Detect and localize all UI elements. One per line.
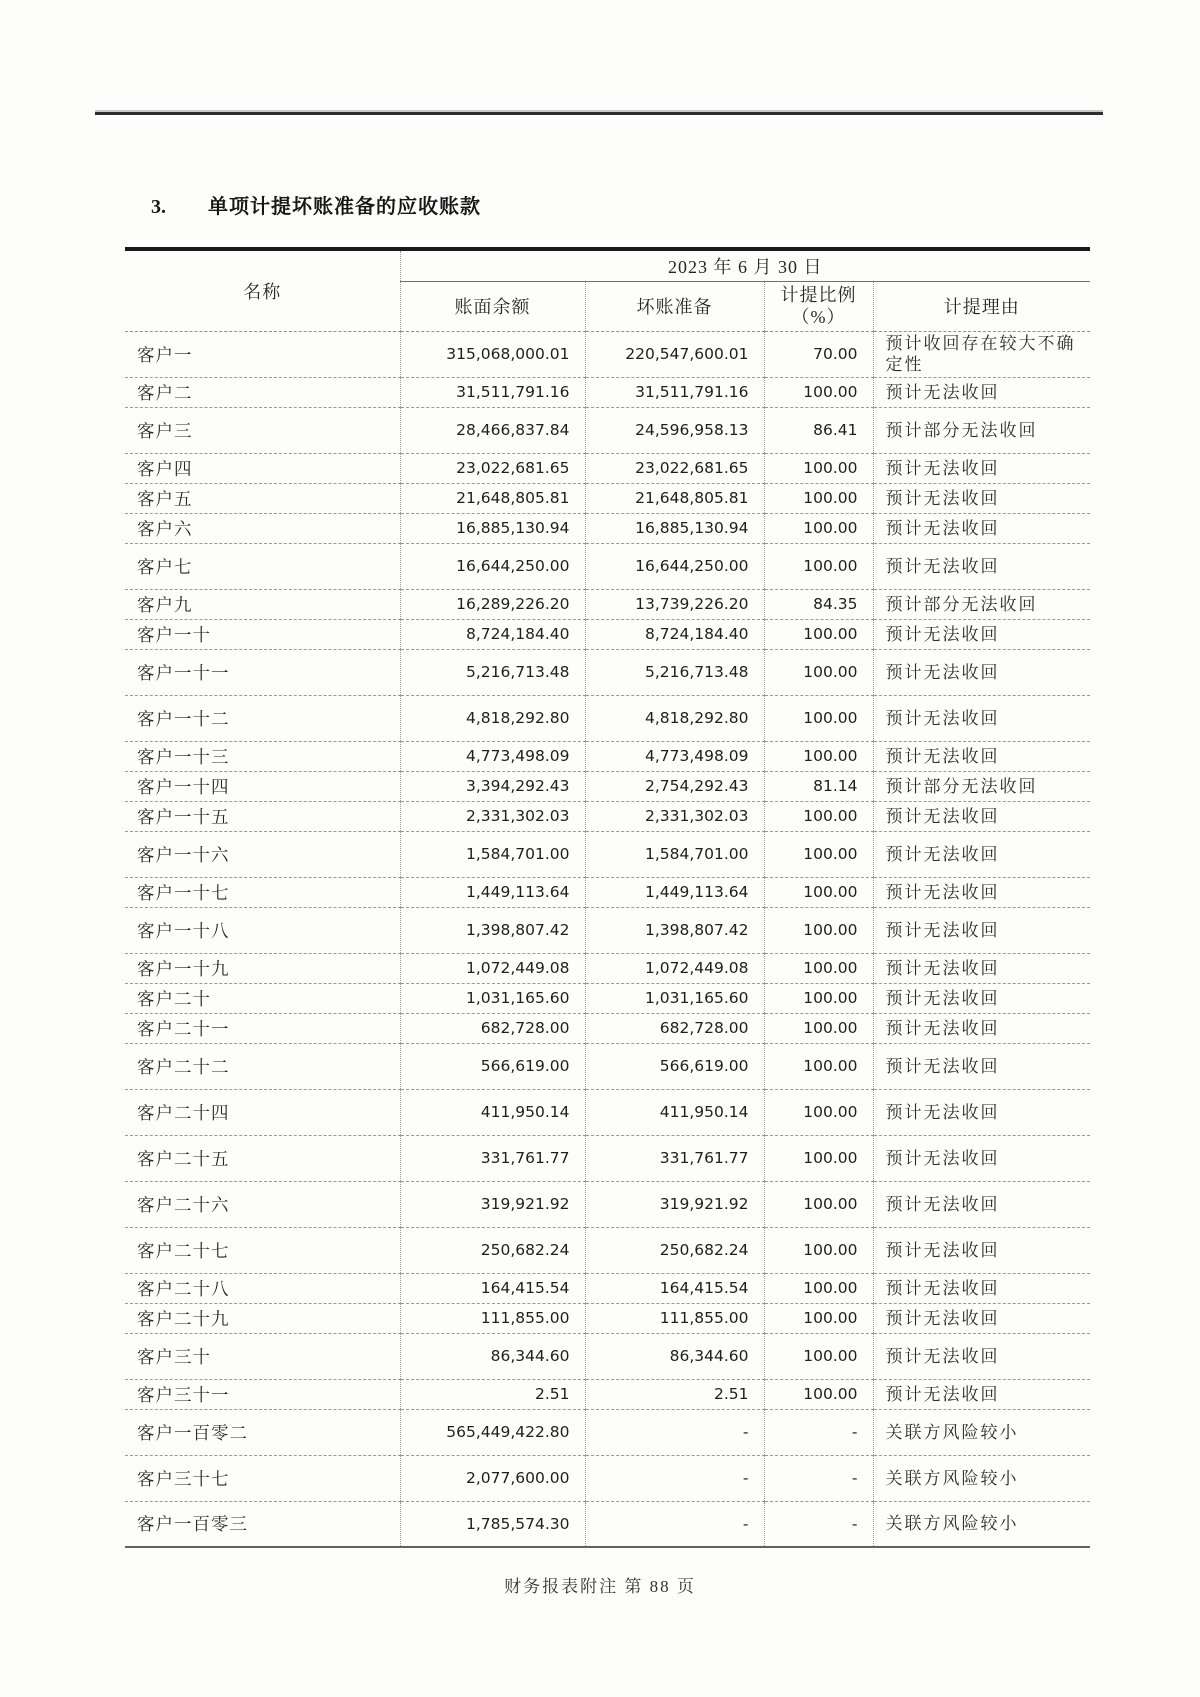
book-balance-cell: 682,728.00 bbox=[400, 1013, 585, 1043]
provision-ratio-cell: 100.00 bbox=[764, 483, 873, 513]
table-row bbox=[125, 377, 1090, 407]
table-row bbox=[125, 907, 1090, 953]
provision-reason-cell: 预计无法收回 bbox=[873, 877, 1090, 907]
provision-reason-cell: 预计无法收回 bbox=[873, 513, 1090, 543]
table-row bbox=[125, 331, 1090, 377]
page-footer: 财务报表附注 第 88 页 bbox=[504, 1577, 696, 1596]
provision-ratio-cell: 100.00 bbox=[764, 741, 873, 771]
provision-reason-cell: 预计部分无法收回 bbox=[873, 407, 1090, 453]
bad-debt-provision-cell: 331,761.77 bbox=[585, 1135, 764, 1181]
provision-reason-cell: 关联方风险较小 bbox=[873, 1409, 1090, 1455]
book-balance-cell: 111,855.00 bbox=[400, 1303, 585, 1333]
header-reason: 计提理由 bbox=[873, 281, 1090, 331]
provision-reason-cell: 预计无法收回 bbox=[873, 953, 1090, 983]
book-balance-cell: 566,619.00 bbox=[400, 1043, 585, 1089]
book-balance-cell: 1,584,701.00 bbox=[400, 831, 585, 877]
table-row bbox=[125, 1409, 1090, 1455]
book-balance-cell: 411,950.14 bbox=[400, 1089, 585, 1135]
book-balance-cell: 3,394,292.43 bbox=[400, 771, 585, 801]
provision-reason-cell: 预计部分无法收回 bbox=[873, 589, 1090, 619]
book-balance-cell: 2,077,600.00 bbox=[400, 1455, 585, 1501]
section-title-text: 单项计提坏账准备的应收账款 bbox=[208, 196, 481, 218]
bad-debt-provision-cell: 5,216,713.48 bbox=[585, 649, 764, 695]
book-balance-cell: 16,885,130.94 bbox=[400, 513, 585, 543]
bad-debt-provision-cell: 13,739,226.20 bbox=[585, 589, 764, 619]
bad-debt-provision-cell: 319,921.92 bbox=[585, 1181, 764, 1227]
provision-ratio-cell: - bbox=[764, 1501, 873, 1547]
header-provision: 坏账准备 bbox=[585, 281, 764, 331]
table-row bbox=[125, 741, 1090, 771]
provision-ratio-cell: 100.00 bbox=[764, 377, 873, 407]
provision-reason-cell: 预计无法收回 bbox=[873, 695, 1090, 741]
bad-debt-provision-cell: 1,449,113.64 bbox=[585, 877, 764, 907]
provision-reason-cell: 预计无法收回 bbox=[873, 543, 1090, 589]
customer-name-cell: 客户一十三 bbox=[125, 741, 400, 771]
provision-reason-cell: 预计无法收回 bbox=[873, 1089, 1090, 1135]
book-balance-cell: 86,344.60 bbox=[400, 1333, 585, 1379]
page-top-rule bbox=[95, 112, 1103, 115]
provision-ratio-cell: 100.00 bbox=[764, 1227, 873, 1273]
bad-debt-provision-cell: 4,773,498.09 bbox=[585, 741, 764, 771]
customer-name-cell: 客户一百零三 bbox=[137, 1514, 248, 1535]
table-row bbox=[125, 513, 1090, 543]
customer-name-cell: 客户一十九 bbox=[125, 953, 400, 983]
provision-reason-cell: 预计无法收回 bbox=[873, 831, 1090, 877]
provision-ratio-cell: 100.00 bbox=[764, 1303, 873, 1333]
book-balance-cell: 1,031,165.60 bbox=[400, 983, 585, 1013]
customer-name-cell: 客户一百零二 bbox=[125, 1409, 400, 1455]
provision-ratio-cell: 100.00 bbox=[764, 1013, 873, 1043]
customer-name-cell: 客户六 bbox=[125, 513, 400, 543]
header-date: 2023 年 6 月 30 日 bbox=[400, 249, 1090, 281]
book-balance-cell: 331,761.77 bbox=[400, 1135, 585, 1181]
book-balance-cell: 565,449,422.80 bbox=[400, 1409, 585, 1455]
provision-reason-cell: 预计无法收回 bbox=[873, 1379, 1090, 1409]
table-row bbox=[125, 1181, 1090, 1227]
bad-debt-provision-cell: 566,619.00 bbox=[585, 1043, 764, 1089]
bad-debt-provision-cell: - bbox=[585, 1409, 764, 1455]
provision-ratio-cell: 86.41 bbox=[764, 407, 873, 453]
section-title bbox=[151, 190, 481, 219]
bad-debt-provision-cell: 1,398,807.42 bbox=[585, 907, 764, 953]
bad-debt-provision-cell: 23,022,681.65 bbox=[585, 453, 764, 483]
customer-name-cell: 客户三十 bbox=[125, 1333, 400, 1379]
bad-debt-provision-cell: 1,072,449.08 bbox=[585, 953, 764, 983]
header-name: 名称 bbox=[125, 249, 400, 331]
book-balance-cell: 23,022,681.65 bbox=[400, 453, 585, 483]
provision-ratio-cell: 100.00 bbox=[764, 1043, 873, 1089]
bad-debt-provision-cell: 220,547,600.01 bbox=[585, 331, 764, 377]
book-balance-cell: 8,724,184.40 bbox=[400, 619, 585, 649]
book-balance-cell: 1,398,807.42 bbox=[400, 907, 585, 953]
customer-name-cell: 客户三十一 bbox=[125, 1379, 400, 1409]
bad-debt-provision-cell: 8,724,184.40 bbox=[585, 619, 764, 649]
table-row bbox=[125, 1379, 1090, 1409]
bad-debt-provision-cell: 16,644,250.00 bbox=[585, 543, 764, 589]
customer-name-cell: 客户一十一 bbox=[125, 649, 400, 695]
customer-name-cell: 客户二十九 bbox=[125, 1303, 400, 1333]
provision-ratio-cell: 100.00 bbox=[764, 877, 873, 907]
table-row bbox=[125, 953, 1090, 983]
bad-debt-provision-cell: 682,728.00 bbox=[585, 1013, 764, 1043]
bad-debt-provision-cell: 16,885,130.94 bbox=[585, 513, 764, 543]
bad-debt-provision-cell: 411,950.14 bbox=[585, 1089, 764, 1135]
table-body bbox=[125, 331, 1090, 1547]
book-balance-cell: 5,216,713.48 bbox=[400, 649, 585, 695]
table-row bbox=[125, 453, 1090, 483]
customer-name-cell: 客户一十五 bbox=[125, 801, 400, 831]
header-ratio-line2: （%） bbox=[791, 307, 846, 327]
provision-reason-cell: 预计无法收回 bbox=[873, 741, 1090, 771]
customer-name-cell: 客户二 bbox=[125, 377, 400, 407]
provision-reason-cell: 预计无法收回 bbox=[873, 1181, 1090, 1227]
header-ratio bbox=[764, 281, 873, 331]
provision-ratio-cell: 100.00 bbox=[764, 619, 873, 649]
provision-ratio-cell: - bbox=[764, 1455, 873, 1501]
provision-reason-cell: 预计无法收回 bbox=[873, 1303, 1090, 1333]
provision-reason-cell: 预计无法收回 bbox=[873, 801, 1090, 831]
customer-name-cell: 客户二十 bbox=[125, 983, 400, 1013]
provision-ratio-cell: 70.00 bbox=[764, 331, 873, 377]
provision-reason-cell: 预计收回存在较大不确定性 bbox=[873, 331, 1090, 377]
book-balance-cell: 319,921.92 bbox=[400, 1181, 585, 1227]
customer-name-cell: 客户五 bbox=[125, 483, 400, 513]
provision-reason-cell: 预计无法收回 bbox=[873, 983, 1090, 1013]
bad-debt-provision-cell: 1,584,701.00 bbox=[585, 831, 764, 877]
book-balance-cell: 4,818,292.80 bbox=[400, 695, 585, 741]
bad-debt-provision-cell: 2,331,302.03 bbox=[585, 801, 764, 831]
bad-debt-provision-cell: 164,415.54 bbox=[585, 1273, 764, 1303]
bad-debt-provision-cell: 1,031,165.60 bbox=[585, 983, 764, 1013]
table-row bbox=[125, 589, 1090, 619]
provision-reason-cell: 预计无法收回 bbox=[873, 649, 1090, 695]
provision-reason-cell: 预计无法收回 bbox=[873, 619, 1090, 649]
provision-reason-cell: 预计无法收回 bbox=[873, 1013, 1090, 1043]
provision-ratio-cell: 100.00 bbox=[764, 1379, 873, 1409]
bad-debt-provision-cell: 111,855.00 bbox=[585, 1303, 764, 1333]
customer-name-cell: 客户二十四 bbox=[125, 1089, 400, 1135]
table-row bbox=[125, 407, 1090, 453]
provision-ratio-cell: 100.00 bbox=[764, 1135, 873, 1181]
bad-debt-provision-table bbox=[125, 247, 1090, 1548]
provision-ratio-cell: 100.00 bbox=[764, 1089, 873, 1135]
provision-reason-cell: 预计无法收回 bbox=[873, 1227, 1090, 1273]
bad-debt-provision-cell: 24,596,958.13 bbox=[585, 407, 764, 453]
table-row bbox=[125, 695, 1090, 741]
customer-name-cell: 客户一十二 bbox=[125, 695, 400, 741]
bad-debt-provision-cell: 4,818,292.80 bbox=[585, 695, 764, 741]
customer-name-cell: 客户二十八 bbox=[125, 1273, 400, 1303]
provision-ratio-cell: 84.35 bbox=[764, 589, 873, 619]
table-row bbox=[125, 1089, 1090, 1135]
provision-ratio-cell: 100.00 bbox=[764, 695, 873, 741]
provision-ratio-cell: 100.00 bbox=[764, 953, 873, 983]
table-row bbox=[125, 649, 1090, 695]
table-row bbox=[125, 877, 1090, 907]
customer-name-cell: 客户二十二 bbox=[125, 1043, 400, 1089]
customer-name-cell: 客户二十一 bbox=[125, 1013, 400, 1043]
book-balance-cell: 31,511,791.16 bbox=[400, 377, 585, 407]
section-number: 3. bbox=[151, 196, 166, 218]
provision-reason-cell: 预计无法收回 bbox=[873, 377, 1090, 407]
provision-reason-cell: 预计无法收回 bbox=[873, 483, 1090, 513]
table-row bbox=[125, 1303, 1090, 1333]
provision-ratio-cell: 100.00 bbox=[764, 649, 873, 695]
table-header bbox=[125, 249, 1090, 331]
book-balance-cell: 250,682.24 bbox=[400, 1227, 585, 1273]
customer-name-cell: 客户二十七 bbox=[125, 1227, 400, 1273]
table-row bbox=[125, 543, 1090, 589]
customer-name-cell: 客户三十七 bbox=[125, 1455, 400, 1501]
customer-name-cell: 客户一十六 bbox=[125, 831, 400, 877]
provision-reason-cell: 预计无法收回 bbox=[873, 1273, 1090, 1303]
table-row bbox=[125, 483, 1090, 513]
table-row bbox=[125, 1135, 1090, 1181]
book-balance-cell: 21,648,805.81 bbox=[400, 483, 585, 513]
table-row bbox=[125, 1273, 1090, 1303]
customer-name-cell: 客户一十七 bbox=[125, 877, 400, 907]
bad-debt-provision-cell: 31,511,791.16 bbox=[585, 377, 764, 407]
book-balance-cell: 1,785,574.30 bbox=[400, 1501, 585, 1547]
customer-name-cell: 客户一十四 bbox=[125, 771, 400, 801]
table-row bbox=[125, 801, 1090, 831]
provision-ratio-cell: 100.00 bbox=[764, 831, 873, 877]
table-row bbox=[125, 831, 1090, 877]
provision-ratio-cell: 100.00 bbox=[764, 1333, 873, 1379]
book-balance-cell: 2.51 bbox=[400, 1379, 585, 1409]
book-balance-cell: 1,449,113.64 bbox=[400, 877, 585, 907]
bad-debt-provision-cell: - bbox=[585, 1501, 764, 1547]
provision-reason-cell: 预计无法收回 bbox=[873, 1333, 1090, 1379]
customer-name-cell: 客户九 bbox=[125, 589, 400, 619]
bad-debt-provision-cell: 86,344.60 bbox=[585, 1333, 764, 1379]
book-balance-cell: 16,644,250.00 bbox=[400, 543, 585, 589]
book-balance-cell: 28,466,837.84 bbox=[400, 407, 585, 453]
customer-name-cell: 客户一十 bbox=[125, 619, 400, 649]
book-balance-cell: 4,773,498.09 bbox=[400, 741, 585, 771]
header-row-date bbox=[125, 249, 1090, 281]
customer-name-cell: 客户三 bbox=[125, 407, 400, 453]
provision-ratio-cell: 100.00 bbox=[764, 1273, 873, 1303]
provision-reason-cell: 预计无法收回 bbox=[873, 453, 1090, 483]
customer-name-cell: 客户二十五 bbox=[125, 1135, 400, 1181]
provision-ratio-cell: 81.14 bbox=[764, 771, 873, 801]
header-balance: 账面余额 bbox=[400, 281, 585, 331]
customer-name-cell: 客户二十六 bbox=[125, 1181, 400, 1227]
bad-debt-provision-cell: 2.51 bbox=[585, 1379, 764, 1409]
table-row bbox=[125, 983, 1090, 1013]
bad-debt-provision-cell: 2,754,292.43 bbox=[585, 771, 764, 801]
table-row bbox=[125, 1455, 1090, 1501]
provision-ratio-cell: - bbox=[764, 1409, 873, 1455]
customer-name-cell: 客户七 bbox=[125, 543, 400, 589]
table-row bbox=[125, 1227, 1090, 1273]
customer-name-cell: 客户四 bbox=[125, 453, 400, 483]
provision-reason-cell: 预计无法收回 bbox=[873, 907, 1090, 953]
provision-ratio-cell: 100.00 bbox=[764, 801, 873, 831]
provision-ratio-cell: 100.00 bbox=[764, 907, 873, 953]
table-row bbox=[125, 771, 1090, 801]
customer-name-cell: 客户一十八 bbox=[125, 907, 400, 953]
provision-ratio-cell: 100.00 bbox=[764, 513, 873, 543]
provision-ratio-cell: 100.00 bbox=[764, 1181, 873, 1227]
provision-ratio-cell: 100.00 bbox=[764, 983, 873, 1013]
table-row bbox=[125, 1013, 1090, 1043]
table-row bbox=[125, 619, 1090, 649]
provision-reason-cell: 预计无法收回 bbox=[873, 1135, 1090, 1181]
customer-name-cell: 客户一 bbox=[125, 331, 400, 377]
book-balance-cell: 1,072,449.08 bbox=[400, 953, 585, 983]
provision-reason-cell: 关联方风险较小 bbox=[873, 1455, 1090, 1501]
header-ratio-line1: 计提比例 bbox=[780, 285, 857, 305]
provision-reason-cell: 预计部分无法收回 bbox=[873, 771, 1090, 801]
book-balance-cell: 2,331,302.03 bbox=[400, 801, 585, 831]
book-balance-cell: 16,289,226.20 bbox=[400, 589, 585, 619]
bad-debt-provision-cell: 21,648,805.81 bbox=[585, 483, 764, 513]
provision-ratio-cell: 100.00 bbox=[764, 543, 873, 589]
provision-reason-cell: 预计无法收回 bbox=[873, 1043, 1090, 1089]
table-row bbox=[125, 1333, 1090, 1379]
bad-debt-provision-cell: 250,682.24 bbox=[585, 1227, 764, 1273]
provision-reason-cell: 关联方风险较小 bbox=[873, 1501, 1090, 1547]
table-row bbox=[125, 1501, 1090, 1547]
book-balance-cell: 164,415.54 bbox=[400, 1273, 585, 1303]
bad-debt-provision-cell: - bbox=[585, 1455, 764, 1501]
provision-ratio-cell: 100.00 bbox=[764, 453, 873, 483]
table-row bbox=[125, 1043, 1090, 1089]
book-balance-cell: 315,068,000.01 bbox=[400, 331, 585, 377]
